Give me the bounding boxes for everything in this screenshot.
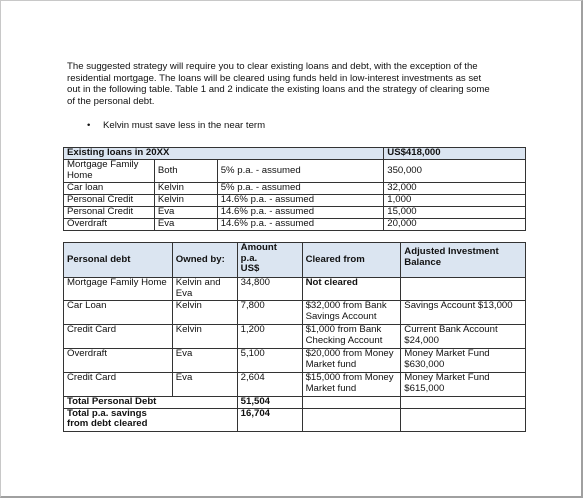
- col-personal-debt: Personal debt: [64, 243, 173, 278]
- debt-adjusted-balance: Current Bank Account $24,000: [401, 325, 526, 349]
- col-amount-line: Amount: [240, 242, 277, 253]
- table-row: [64, 160, 526, 183]
- col-owned-by: Owned by:: [172, 243, 237, 278]
- existing-loans-total: US$418,000: [384, 148, 526, 160]
- table-row: [64, 207, 526, 219]
- debt-owner: Eva: [172, 373, 237, 397]
- table-header-row: [64, 148, 526, 160]
- debt-owner: Eva: [172, 349, 237, 373]
- bullet-item: [87, 120, 265, 131]
- col-adjusted-line: Balance: [404, 256, 442, 268]
- empty-cell: [401, 397, 526, 409]
- debt-name: Car Loan: [64, 301, 173, 325]
- loan-owner: Both: [154, 160, 217, 183]
- col-amount-line: US$: [240, 263, 260, 275]
- bullet-dot-icon: •: [87, 120, 91, 131]
- bullet-text: Kelvin must save less in the near term: [103, 120, 266, 131]
- intro-line: residential mortgage. The loans will be cleared using funds held in low-interest investments as set: [67, 72, 482, 84]
- loan-name: Overdraft: [64, 219, 155, 231]
- col-adjusted-line: Adjusted Investment: [404, 246, 499, 257]
- loan-rate: 14.6% p.a. - assumed: [217, 219, 384, 231]
- debt-amount: 2,604: [237, 373, 302, 397]
- debt-name: Credit Card: [64, 373, 173, 397]
- debt-cleared-from: Not cleared: [302, 278, 401, 301]
- table-row: [64, 195, 526, 207]
- col-amount-line: p.a.: [240, 252, 258, 264]
- debt-cleared-from: $1,000 from Bank Checking Account: [302, 325, 401, 349]
- empty-cell: [302, 397, 401, 409]
- table-row: [64, 183, 526, 195]
- loan-amount: 32,000: [384, 183, 526, 195]
- loan-name: Mortgage Family Home: [64, 160, 155, 183]
- debt-amount: 5,100: [237, 349, 302, 373]
- debt-name: Mortgage Family Home: [64, 278, 173, 301]
- loan-amount: 1,000: [384, 195, 526, 207]
- debt-owner: Kelvin and Eva: [172, 278, 237, 301]
- loan-name: Car loan: [64, 183, 155, 195]
- intro-line: of the personal debt.: [67, 95, 155, 107]
- loan-amount: 350,000: [384, 160, 526, 183]
- table-row: [64, 349, 526, 373]
- loan-rate: 5% p.a. - assumed: [217, 160, 384, 183]
- table-row: [64, 373, 526, 397]
- table-row: [64, 278, 526, 301]
- col-amount: [237, 243, 302, 278]
- table-row-total-savings: [64, 408, 526, 431]
- table-row: [64, 325, 526, 349]
- loan-owner: Kelvin: [154, 195, 217, 207]
- debt-owner: Kelvin: [172, 301, 237, 325]
- loan-name: Personal Credit: [64, 207, 155, 219]
- loan-rate: 5% p.a. - assumed: [217, 183, 384, 195]
- col-adjusted-balance: [401, 243, 526, 278]
- empty-cell: [302, 408, 401, 431]
- debt-adjusted-balance: [401, 278, 526, 301]
- table-row-total-debt: [64, 397, 526, 409]
- debt-amount: 34,800: [237, 278, 302, 301]
- debt-owner: Kelvin: [172, 325, 237, 349]
- debt-amount: 1,200: [237, 325, 302, 349]
- loan-rate: 14.6% p.a. - assumed: [217, 207, 384, 219]
- existing-loans-heading: Existing loans in 20XX: [64, 148, 384, 160]
- col-cleared-from: Cleared from: [302, 243, 401, 278]
- debt-name: Overdraft: [64, 349, 173, 373]
- debt-adjusted-balance: Savings Account $13,000: [401, 301, 526, 325]
- debt-cleared-from: $20,000 from Money Market fund: [302, 349, 401, 373]
- loan-owner: Kelvin: [154, 183, 217, 195]
- debt-adjusted-balance: Money Market Fund $615,000: [401, 373, 526, 397]
- loan-owner: Eva: [154, 219, 217, 231]
- total-savings-amount: 16,704: [237, 408, 302, 431]
- intro-line: out in the following table. Table 1 and 2 indicate the existing loans and the strategy of clearing some: [67, 84, 490, 96]
- debt-cleared-from: $32,000 from Bank Savings Account: [302, 301, 401, 325]
- intro-paragraph: [67, 61, 522, 107]
- personal-debt-table: [63, 242, 526, 432]
- existing-loans-table: [63, 147, 526, 231]
- loan-rate: 14.6% p.a. - assumed: [217, 195, 384, 207]
- table-row: [64, 219, 526, 231]
- total-debt-label: Total Personal Debt: [64, 397, 238, 409]
- intro-line: The suggested strategy will require you to clear existing loans and debt, with the exception of the: [67, 61, 478, 72]
- loan-name: Personal Credit: [64, 195, 155, 207]
- empty-cell: [401, 408, 526, 431]
- debt-name: Credit Card: [64, 325, 173, 349]
- table-row: [64, 301, 526, 325]
- table-header-row: [64, 243, 526, 278]
- loan-amount: 15,000: [384, 207, 526, 219]
- debt-adjusted-balance: Money Market Fund $630,000: [401, 349, 526, 373]
- debt-cleared-from: $15,000 from Money Market fund: [302, 373, 401, 397]
- loan-owner: Eva: [154, 207, 217, 219]
- loan-amount: 20,000: [384, 219, 526, 231]
- debt-amount: 7,800: [237, 301, 302, 325]
- total-debt-amount: 51,504: [237, 397, 302, 409]
- total-savings-label: Total p.a. savings from debt cleared: [64, 408, 238, 431]
